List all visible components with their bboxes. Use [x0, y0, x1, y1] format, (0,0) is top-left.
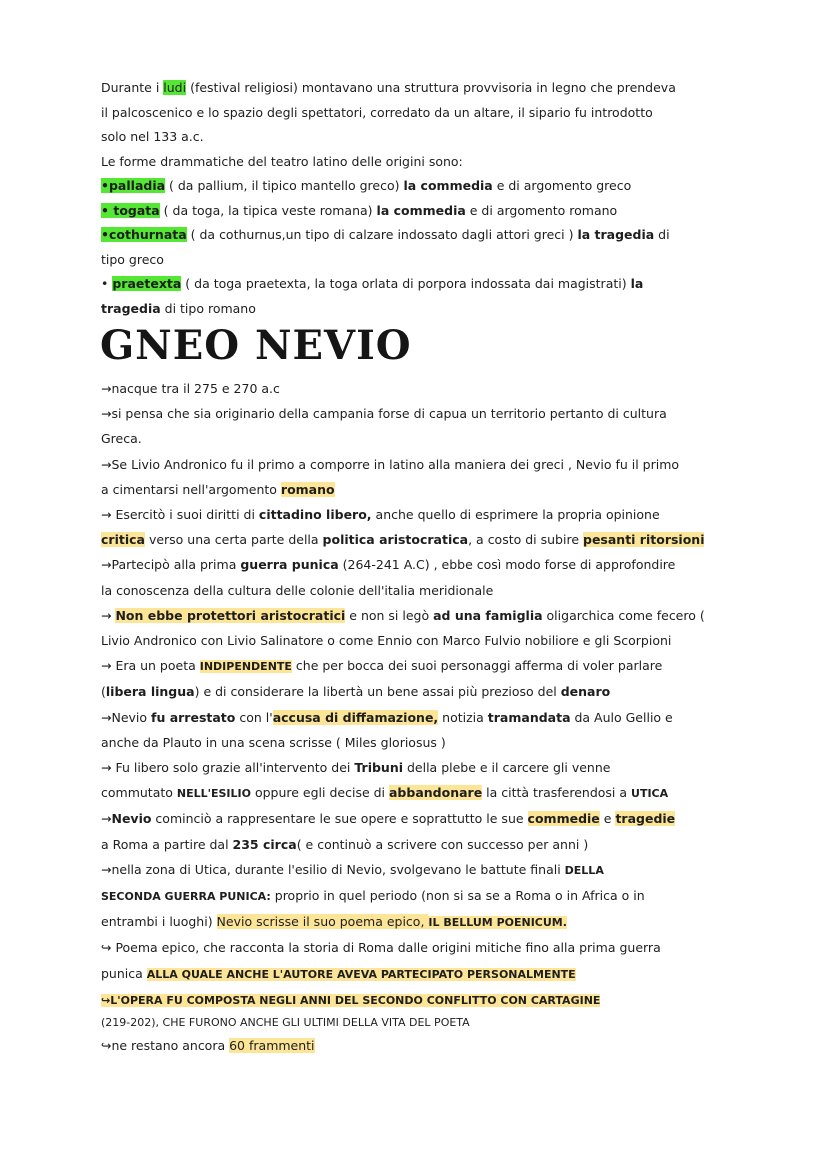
text: con l': [235, 709, 273, 725]
list-item-palladia: [101, 174, 741, 199]
bold-text: 235 circa: [232, 836, 297, 852]
note-line: ↪ Poema epico, che racconta la storia di Roma dalle origini mitiche fino alla prima guerra: [101, 940, 661, 956]
text: di: [654, 227, 670, 242]
note-line: la conoscenza della cultura delle colonie dell'italia meridionale: [101, 582, 494, 598]
highlight-text: Nevio scrisse il suo poema epico: [216, 914, 421, 930]
highlight-term: • togata: [101, 202, 160, 218]
text: Durante i: [101, 80, 164, 95]
note-line: [101, 883, 741, 909]
highlight-text: abbandonare: [389, 785, 483, 801]
bold-text: fu arrestato: [151, 709, 236, 725]
page-title: GNEO NEVIO: [100, 322, 412, 369]
note-line: Livio Andronico con Livio Salinatore o come Ennio con Marco Fulvio nobiliore e gli Scorpioni: [101, 633, 672, 649]
bold-text: Tribuni: [354, 760, 404, 776]
text: →Nevio: [101, 709, 152, 725]
note-line: [101, 653, 741, 679]
intro-line: il palcoscenico e lo spazio degli spettatori, corredato da un altare, il sipario fu introdotto: [101, 104, 653, 120]
bold-text: denaro: [560, 684, 611, 700]
text: commutato: [101, 785, 177, 801]
note-line: [101, 987, 741, 1013]
highlight-term: •palladia: [101, 178, 166, 193]
bold-text: la commedia: [376, 202, 466, 218]
note-line: [101, 780, 741, 806]
highlight-text: ALLA QUALE ANCHE L'AUTORE AVEVA PARTECIPATO PERSONALMENTE: [146, 967, 576, 981]
note-line: [101, 909, 741, 935]
highlight-text: Non ebbe protettori aristocratici: [115, 607, 346, 623]
text: e: [599, 811, 616, 827]
highlight-text: IL BELLUM POENICUM.: [428, 916, 567, 930]
list-item-cothurnata: [101, 223, 741, 248]
text: →nella zona di Utica, durante l'esilio di Nevio, svolgevano le battute finali: [101, 861, 565, 877]
note-line: [101, 552, 741, 577]
bold-text: politica aristocratica: [322, 532, 469, 548]
highlight-ludi: ludi: [163, 80, 187, 95]
text: (festival religiosi) montavano una struttura provvisoria in legno che prendeva: [186, 80, 676, 95]
text: (264-241 A.C) , ebbe così modo forse di approfondire: [338, 557, 676, 573]
text: →: [101, 811, 112, 827]
note-line: [101, 527, 741, 552]
note-line: →Se Livio Andronico fu il primo a comporre in latino alla maniera dei greci , Nevio fu il primo: [101, 456, 680, 472]
bold-text: guerra punica: [240, 557, 339, 573]
text: da Aulo Gellio e: [570, 709, 673, 725]
note-line: →nacque tra il 275 e 270 a.c: [101, 381, 280, 396]
bold-text: SECONDA GUERRA PUNICA:: [101, 890, 271, 904]
text: verso una certa parte della: [144, 532, 323, 548]
bold-text: cittadino libero,: [258, 507, 372, 523]
text: notizia: [438, 709, 488, 725]
intro-line: solo nel 133 a.c.: [101, 129, 204, 144]
note-line: anche da Plauto in una scena scrisse ( Miles gloriosus ): [101, 734, 446, 750]
note-line: [101, 502, 741, 527]
bold-text: DELLA: [564, 863, 604, 877]
text: (: [101, 684, 106, 700]
text: a cimentarsi nell'argomento: [101, 481, 281, 497]
list-item-cont: [101, 297, 741, 322]
text: e di argomento greco: [492, 178, 632, 193]
text: entrambi i luoghi): [101, 914, 217, 930]
highlight-text: accusa di diffamazione,: [272, 709, 439, 725]
text: →Partecipò alla prima: [101, 557, 241, 573]
text: di tipo romano: [160, 300, 256, 316]
note-line: [101, 857, 741, 883]
highlight-text: critica: [101, 532, 145, 548]
bold-text: libera lingua: [105, 684, 195, 700]
note-line: [101, 603, 741, 628]
text: ) e di considerare la libertà un bene assai più prezioso del: [194, 684, 561, 700]
bold-text: la tragedia: [577, 227, 655, 242]
highlight-term: •cothurnata: [101, 227, 187, 242]
highlight-term: praetexta: [112, 276, 182, 291]
text: la città trasferendosi a: [482, 785, 632, 801]
text: che per bocca dei suoi personaggi afferma di voler parlare: [291, 658, 663, 674]
text: a Roma a partire dal: [101, 836, 233, 852]
intro-section: [101, 76, 741, 321]
text: e di argomento romano: [465, 202, 618, 218]
list-item-praetexta: [101, 272, 741, 297]
note-line: [101, 961, 741, 987]
nevio-notes: [101, 376, 741, 1058]
note-line: [101, 806, 741, 831]
bold-text: la: [630, 276, 644, 291]
bold-text: UTICA: [631, 787, 669, 801]
text: → Era un poeta: [101, 658, 200, 674]
text: ( da pallium, il tipico mantello greco): [165, 178, 404, 193]
bold-text: NELL'ESILIO: [176, 787, 251, 801]
text: → Fu libero solo grazie all'intervento dei: [101, 760, 355, 776]
text: oppure egli decise di: [250, 785, 389, 801]
text: proprio in quel periodo (non si sa se a Roma o in Africa o in: [270, 888, 645, 904]
intro-line: [101, 76, 741, 101]
highlight-text: 60 frammenti: [229, 1038, 315, 1054]
note-line: [101, 832, 741, 857]
bold-text: ad una famiglia: [433, 607, 543, 623]
highlight-text: ↪L'OPERA FU COMPOSTA NEGLI ANNI DEL SECONDO CONFLITTO CON CARTAGINE: [101, 993, 601, 1007]
text: , a costo di subire: [468, 532, 583, 548]
highlight-text: tragedie: [615, 811, 676, 827]
list-item-togata: [101, 199, 741, 224]
text: punica: [101, 965, 147, 981]
text: →: [101, 607, 116, 623]
note-line: (219-202), CHE FURONO ANCHE GLI ULTIMI DELLA VITA DEL POETA: [101, 1016, 470, 1030]
bold-text: la commedia: [403, 178, 493, 193]
text: •: [101, 276, 113, 291]
note-line: Greca.: [101, 431, 142, 447]
intro-line: Le forme drammatiche del teatro latino delle origini sono:: [101, 153, 463, 169]
text: → Esercitò i suoi diritti di: [101, 507, 259, 523]
highlight-text: pesanti ritorsioni: [583, 532, 705, 548]
text: ( da toga, la tipica veste romana): [159, 202, 377, 218]
note-line: →si pensa che sia originario della campania forse di capua un territorio pertanto di cultura: [101, 406, 667, 422]
text: e non si legò: [345, 607, 434, 623]
text: della plebe e il carcere gli venne: [403, 760, 611, 776]
text: oligarchica come fecero (: [542, 607, 705, 623]
text: ( da cothurnus,un tipo di calzare indossato dagli attori greci ): [186, 227, 578, 242]
text: ↪ne restano ancora: [101, 1038, 230, 1054]
note-line: [101, 1033, 741, 1058]
note-line: [101, 679, 741, 704]
text: anche quello di esprimere la propria opinione: [371, 507, 660, 523]
highlight-text: ,: [420, 914, 429, 930]
text: cominciò a rappresentare le sue opere e soprattutto le sue: [151, 811, 528, 827]
text: ( da toga praetexta, la toga orlata di porpora indossata dai magistrati): [181, 276, 631, 291]
note-line: [101, 755, 741, 780]
note-line: [101, 705, 741, 730]
highlight-text: INDIPENDENTE: [199, 660, 292, 674]
note-line: [101, 477, 741, 502]
highlight-text: romano: [280, 481, 335, 497]
text: ( e continuò a scrivere con successo per anni ): [296, 836, 589, 852]
bold-text: tragedia: [101, 300, 161, 316]
bold-text: tramandata: [487, 709, 571, 725]
list-item-cont: tipo greco: [101, 251, 164, 267]
bold-text: Nevio: [111, 811, 152, 827]
highlight-text: commedie: [527, 811, 600, 827]
